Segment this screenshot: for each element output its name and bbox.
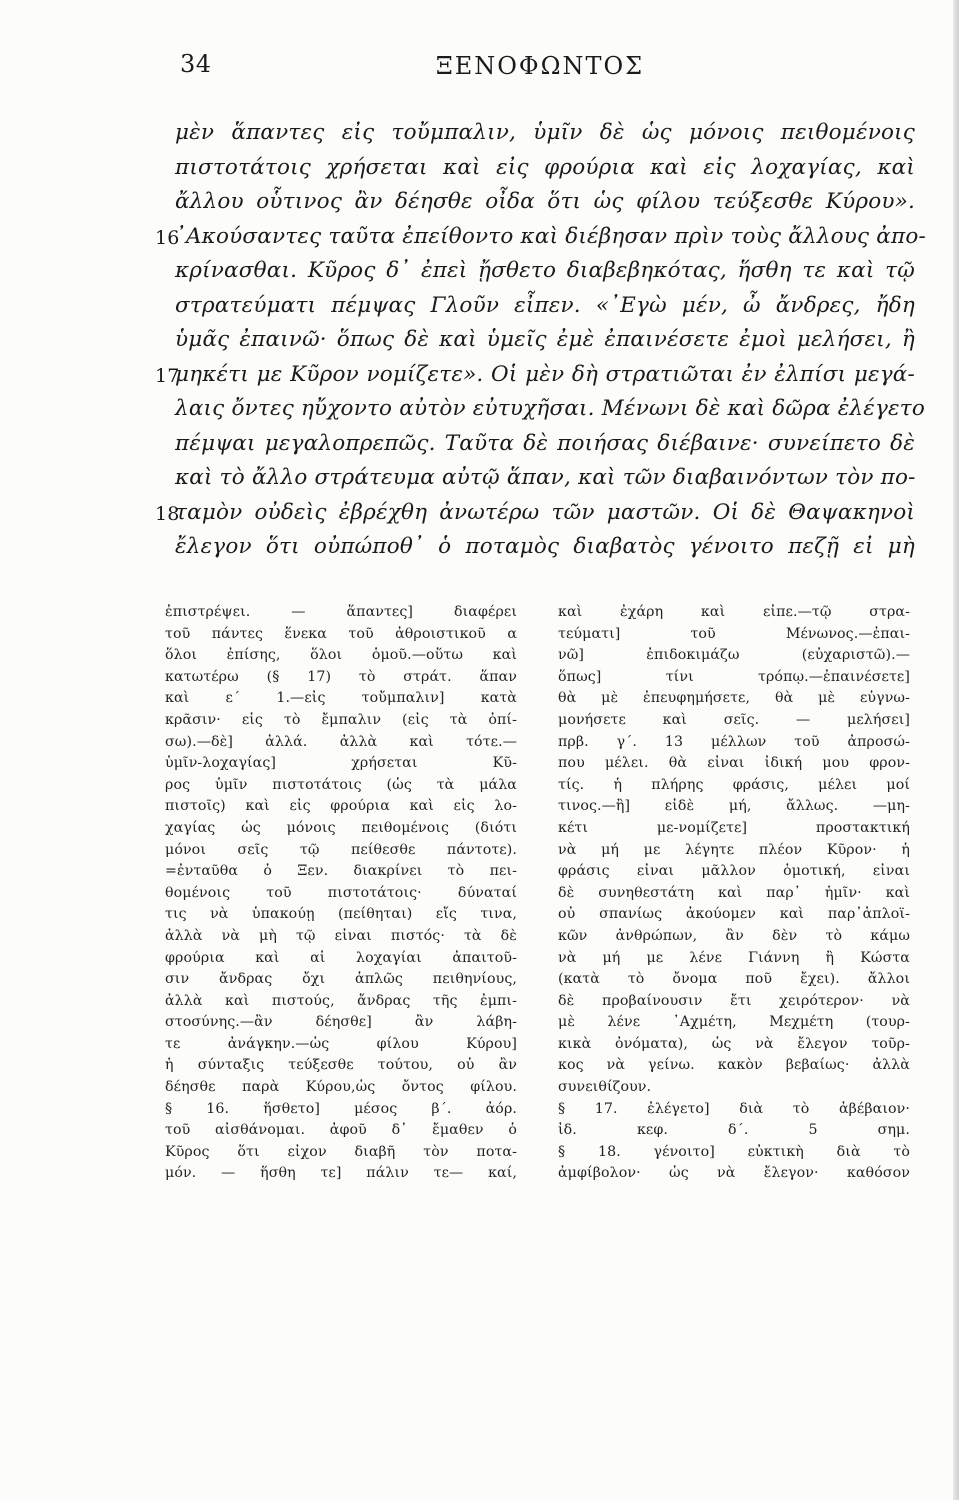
- note-line: ρος ὑμῖν πιστοτάτοις (ὡς τὰ μάλα: [165, 776, 517, 793]
- text-line-content: πέμψαι μεγαλοπρεπῶς. Ταῦτα δὲ ποιήσας διέβαινε· συνείπετο δὲ: [175, 430, 915, 456]
- text-line-content: καὶ τὸ ἄλλο στράτευμα αὐτῷ ἅπαν, καὶ τῶν διαβαινόντων τὸν πο-: [175, 465, 916, 490]
- note-line: τινος.—ἢ] εἰδὲ μή, ἄλλως. —μη-: [558, 798, 910, 815]
- note-line: τεύματι] τοῦ Μένωνος.—ἐπαι-: [558, 625, 910, 642]
- note-line: φρούρια καὶ αἱ λοχαγίαι ἀπαιτοῦ-: [165, 949, 517, 966]
- text-line-content: λαις ὄντες ηὔχοντο αὐτὸν εὐτυχῆσαι. Μένωνι δὲ καὶ δῶρα ἐλέγετο: [175, 396, 926, 421]
- page-number: 34: [180, 50, 212, 78]
- note-line: τις νὰ ὑπακούῃ (πείθηται) εἴς τινα,: [165, 906, 517, 923]
- text-line: [175, 534, 915, 569]
- note-line: ὅπως] τίνι τρόπῳ.—ἐπαινέσετε]: [558, 668, 910, 685]
- text-line-content: ὑμᾶς ἐπαινῶ· ὅπως δὲ καὶ ὑμεῖς ἐμὲ ἐπαινέσετε ἐμοὶ μελήσει, ἢ: [175, 327, 915, 352]
- text-line-content: ἔλεγον ὅτι οὐπώποθ᾿ ὁ ποταμὸς διαβατὸς γένοιτο πεζῇ εἰ μὴ: [175, 534, 915, 559]
- text-line: [175, 327, 915, 362]
- note-line: πρβ. γ΄. 13 μέλλων τοῦ ἀπροσώ-: [558, 733, 910, 750]
- note-line: μόνοι σεῖς τῷ πείθεσθε πάντοτε).: [165, 841, 517, 858]
- note-line: ὑμῖν-λοχαγίας] χρήσεται Κῦ-: [165, 755, 517, 772]
- text-line: [175, 189, 915, 224]
- note-line: δὲ συνηθεστάτη καὶ παρ᾿ ἡμῖν· καὶ: [558, 884, 910, 901]
- note-line: Κῦρος ὅτι εἶχον διαβῆ τὸν ποτα-: [165, 1143, 517, 1160]
- text-line: [175, 396, 926, 431]
- note-line: ὅλοι ἐπίσης, ὅλοι ὁμοῦ.—οὕτω καὶ: [165, 647, 517, 664]
- note-line: στοσύνης.—ἂν δέησθε] ἂν λάβη-: [165, 1014, 517, 1031]
- note-line: κικὰ ὀνόματα), ὡς νὰ ἔλεγον τοῦρ-: [558, 1035, 910, 1052]
- text-line-content: μὲν ἅπαντες εἰς τοὔμπαλιν, ὑμῖν δὲ ὡς μόνοις πειθομένοις: [175, 120, 915, 145]
- note-line: που μέλει. θὰ εἶναι ἰδική μου φρον-: [558, 755, 910, 772]
- note-line: καὶ ἐχάρη καὶ εἶπε.—τῷ στρα-: [558, 604, 910, 620]
- note-line: ἀλλὰ νὰ μὴ τῷ εἶναι πιστός· τὰ δὲ: [165, 927, 517, 944]
- note-line: μονήσετε καὶ σεῖς. — μελήσει]: [558, 711, 910, 728]
- note-line: κατωτέρω (§ 17) τὸ στράτ. ἅπαν: [165, 668, 517, 685]
- text-line-content: πιστοτάτοις χρήσεται καὶ εἰς φρούρια καὶ εἰς λοχαγίας, καὶ: [175, 154, 915, 180]
- note-line: σω).—δὲ] ἀλλά. ἀλλὰ καὶ τότε.—: [165, 733, 517, 750]
- note-line: τοῦ πάντες ἕνεκα τοῦ ἀθροιστικοῦ α: [165, 625, 517, 642]
- note-line: =ἐνταῦθα ὁ Ξεν. διακρίνει τὸ πει-: [165, 863, 517, 880]
- commentary-notes: [165, 604, 910, 1187]
- text-line: [155, 499, 915, 535]
- note-line: κος νὰ γείνω. κακὸν βεβαίως· ἀλλὰ: [558, 1057, 910, 1074]
- note-line: χαγίας ὡς μόνοις πειθομένοις (διότι: [165, 819, 517, 836]
- section-number: 18: [155, 502, 180, 525]
- note-line: μὲ λένε ᾿Αχμέτη, Μεχμέτη (τουρ-: [558, 1014, 910, 1031]
- note-line: § 16. ἥσθετο] μέσος β΄. ἀόρ.: [165, 1100, 517, 1117]
- text-line: [175, 465, 915, 500]
- note-line: ἀμφίβολον· ὡς νὰ ἔλεγον· καθόσον: [558, 1165, 910, 1182]
- note-line: § 17. ἐλέγετο] διὰ τὸ ἀβέβαιον·: [558, 1100, 910, 1117]
- note-line: ἰδ. κεφ. δ΄. 5 σημ.: [558, 1122, 910, 1139]
- note-line: νὰ μή με λέγητε πλέον Κῦρον· ἡ: [558, 841, 910, 858]
- note-line: καὶ ε΄ 1.—εἰς τοὔμπαλιν] κατὰ: [165, 690, 517, 707]
- note-line: κέτι με-νομίζετε] προστακτική: [558, 819, 910, 836]
- note-line: κῶν ἀνθρώπων, ἂν δὲν τὸ κάμω: [558, 927, 910, 944]
- note-line: τε ἀνάγκην.—ὡς φίλου Κύρου]: [165, 1035, 517, 1052]
- section-number: 17: [155, 364, 180, 387]
- text-line: [175, 120, 915, 155]
- page-header: [180, 50, 900, 90]
- note-line: νὰ μή με λένε Γιάννη ἢ Κώστα: [558, 949, 910, 966]
- text-line-content: ταμὸν οὐδεὶς ἐβρέχθη ἀνωτέρω τῶν μαστῶν. Οἱ δὲ Θαψακηνοὶ: [175, 499, 915, 525]
- note-line: μόν. — ἥσθη τε] πάλιν τε— καί,: [165, 1165, 517, 1182]
- note-line: ἀλλὰ καὶ πιστούς, ἄνδρας τῆς ἐμπι-: [165, 992, 517, 1009]
- running-title: ΞΕΝΟΦΩΝΤΟΣ: [435, 52, 645, 80]
- note-line: θομένοις τοῦ πιστοτάτοις· δύναταί: [165, 884, 517, 901]
- text-line-content: κρίνασθαι. Κῦρος δ᾿ ἐπεὶ ᾔσθετο διαβεβηκότας, ἥσθη τε καὶ τῷ: [175, 258, 915, 283]
- note-line: τοῦ αἰσθάνομαι. ἀφοῦ δ᾿ ἔμαθεν ὁ: [165, 1122, 517, 1139]
- note-line: δὲ προβαίνουσιν ἔτι χειρότερον· νὰ: [558, 992, 910, 1009]
- note-line: ἐπιστρέψει. — ἅπαντες] διαφέρει: [165, 604, 517, 620]
- note-line: οὐ σπανίως ἀκούομεν καὶ παρ᾿ἁπλοϊ-: [558, 906, 910, 923]
- note-line: τίς. ἡ πλήρης φράσις, μέλει μοί: [558, 776, 910, 793]
- note-line: κρᾶσιν· εἰς τὸ ἔμπαλιν (εἰς τὰ ὀπί-: [165, 711, 517, 728]
- main-text: [155, 120, 926, 569]
- text-line: [175, 431, 915, 466]
- text-line-content: στρατεύματι πέμψας Γλοῦν εἶπεν. «᾿Εγὼ μέν, ὦ ἄνδρες, ἤδη: [175, 292, 915, 318]
- text-line: [175, 258, 915, 293]
- text-line-content: ᾿Ακούσαντες ταῦτα ἐπείθοντο καὶ διέβησαν πρὶν τοὺς ἄλλους ἀπο-: [175, 223, 926, 249]
- text-line: [175, 293, 915, 328]
- text-line-content: ἄλλου οὗτινος ἂν δέησθε οἶδα ὅτι ὡς φίλου τεύξεσθε Κύρου».: [175, 189, 915, 214]
- note-line: ἡ σύνταξις τεύξεσθε τούτου, οὗ ἂν: [165, 1057, 517, 1074]
- notes-right-column: [558, 604, 910, 1187]
- text-line-content: μηκέτι με Κῦρον νομίζετε». Οἱ μὲν δὴ στρατιῶται ἐν ἐλπίσι μεγά-: [175, 361, 915, 387]
- page-edge: [953, 0, 959, 1500]
- note-line: § 18. γένοιτο] εὐκτικὴ διὰ τὸ: [558, 1143, 910, 1160]
- text-line: [155, 361, 915, 397]
- note-line: δέησθε παρὰ Κύρου,ὡς ὄντος φίλου.: [165, 1079, 517, 1096]
- note-line: φράσις εἶναι μᾶλλον ὁμοτική, εἶναι: [558, 863, 910, 880]
- notes-left-column: [165, 604, 517, 1187]
- note-line: θὰ μὲ ἐπευφημήσετε, θὰ μὲ εὐγνω-: [558, 690, 910, 707]
- note-line: συνειθίζουν.: [558, 1079, 652, 1096]
- section-number: 16: [155, 226, 180, 249]
- note-line: πιστοῖς) καὶ εἰς φρούρια καὶ εἰς λο-: [165, 798, 517, 815]
- note-line: σιν ἄνδρας ὄχι ἁπλῶς πειθηνίους,: [165, 971, 517, 988]
- note-line: νῶ] ἐπιδοκιμάζω (εὐχαριστῶ).—: [558, 647, 910, 664]
- text-line: [155, 223, 926, 259]
- note-line: (κατὰ τὸ ὄνομα ποῦ ἔχει). ἄλλοι: [558, 971, 910, 988]
- text-line: [175, 155, 915, 190]
